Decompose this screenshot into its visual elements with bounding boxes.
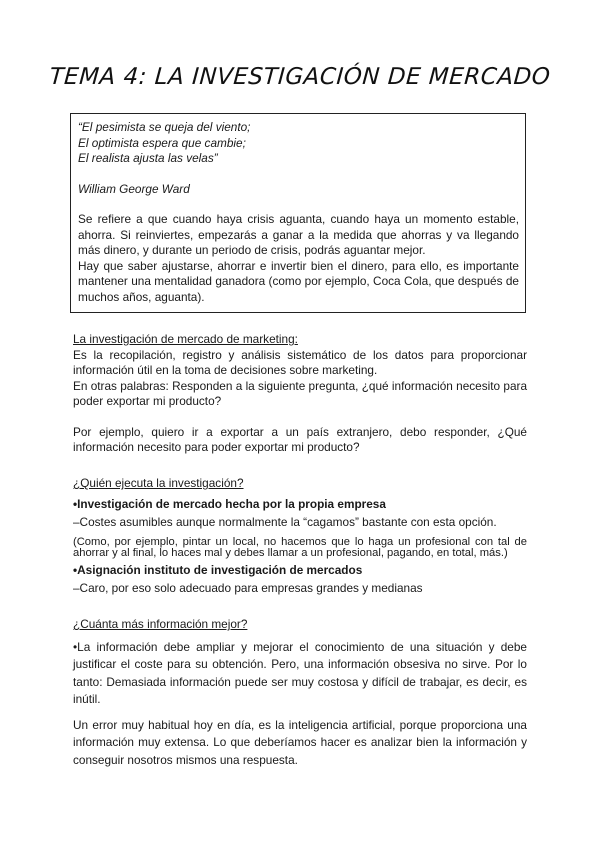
example-paragraph: Por ejemplo, quiero ir a exportar a un país extranjero, debo responder, ¿Qué información necesito para poder exportar mi producto?: [73, 424, 527, 454]
list-item-note: –Caro, por eso solo adecuado para empresas grandes y medianas: [73, 581, 423, 595]
section-market-research: [73, 332, 527, 456]
list-item-institute: •Asignación instituto de investigación de mercados: [73, 562, 363, 577]
ai-paragraph: Un error muy habitual hoy en día, es la inteligencia artificial, porque proporciona una información muy extensa. Lo que deberíamos hacer es analizar bien la información y conseguir nosotros mismos una respuesta.: [73, 717, 527, 767]
quote-explanation-1: Se refiere a que cuando haya crisis aguanta, cuando haya un momento estable, ahorra. Si reinviertes, empezarás a ganar a la medida que ahorras y va llegando más dinero, y durante un periodo de crisis, podrás aguantar mejor.: [78, 212, 519, 257]
info-paragraph: •La información debe ampliar y mejorar el conocimiento de una situación y debe justificar el coste para su obtención. Pero, una información obsesiva no sirve. Por lo tanto: Demasiada información puede ser muy costosa y difícil de trabajar, es decir, es inútil.: [73, 639, 527, 706]
section-heading: ¿Cuánta más información mejor?: [73, 617, 248, 631]
section-heading: ¿Quién ejecuta la investigación?: [73, 476, 244, 490]
definition-paragraph: Es la recopilación, registro y análisis sistemático de los datos para proporcionar información útil en la toma de decisiones sobre marketing.: [73, 347, 527, 377]
section-heading: La investigación de mercado de marketing:: [73, 332, 298, 346]
quote-line-1: “El pesimista se queja del viento;: [78, 120, 251, 134]
quote-explanation-2: Hay que saber ajustarse, ahorrar e invertir bien el dinero, para ello, es importante mantener una mentalidad ganadora (como por ejemplo, Coca Cola, que después de muchos años, aguanta).: [78, 258, 519, 304]
list-item-note: –Costes asumibles aunque normalmente la “cagamos” bastante con esta opción.: [73, 515, 497, 529]
page-title: TEMA 4: LA INVESTIGACIÓN DE MERCADO: [48, 64, 552, 90]
list-item-example: (Como, por ejemplo, pintar un local, no hacemos que lo haga un profesional con tal de ahorrar y al final, lo haces mal y debes llamar a un profesional, pagando, en total, más.): [73, 535, 527, 559]
quote-line-2: El optimista espera que cambie;: [78, 135, 246, 150]
quote-author: William George Ward: [78, 181, 190, 196]
section-how-much-info: [73, 617, 527, 769]
quote-line-3: El realista ajusta las velas”: [78, 151, 218, 165]
quote-box: [70, 113, 526, 313]
section-who-executes: [73, 476, 527, 597]
question-paragraph: En otras palabras: Responden a la siguiente pregunta, ¿qué información necesito para poder exportar mi producto?: [73, 378, 527, 408]
list-item-own-company: •Investigación de mercado hecha por la propia empresa: [73, 496, 386, 511]
